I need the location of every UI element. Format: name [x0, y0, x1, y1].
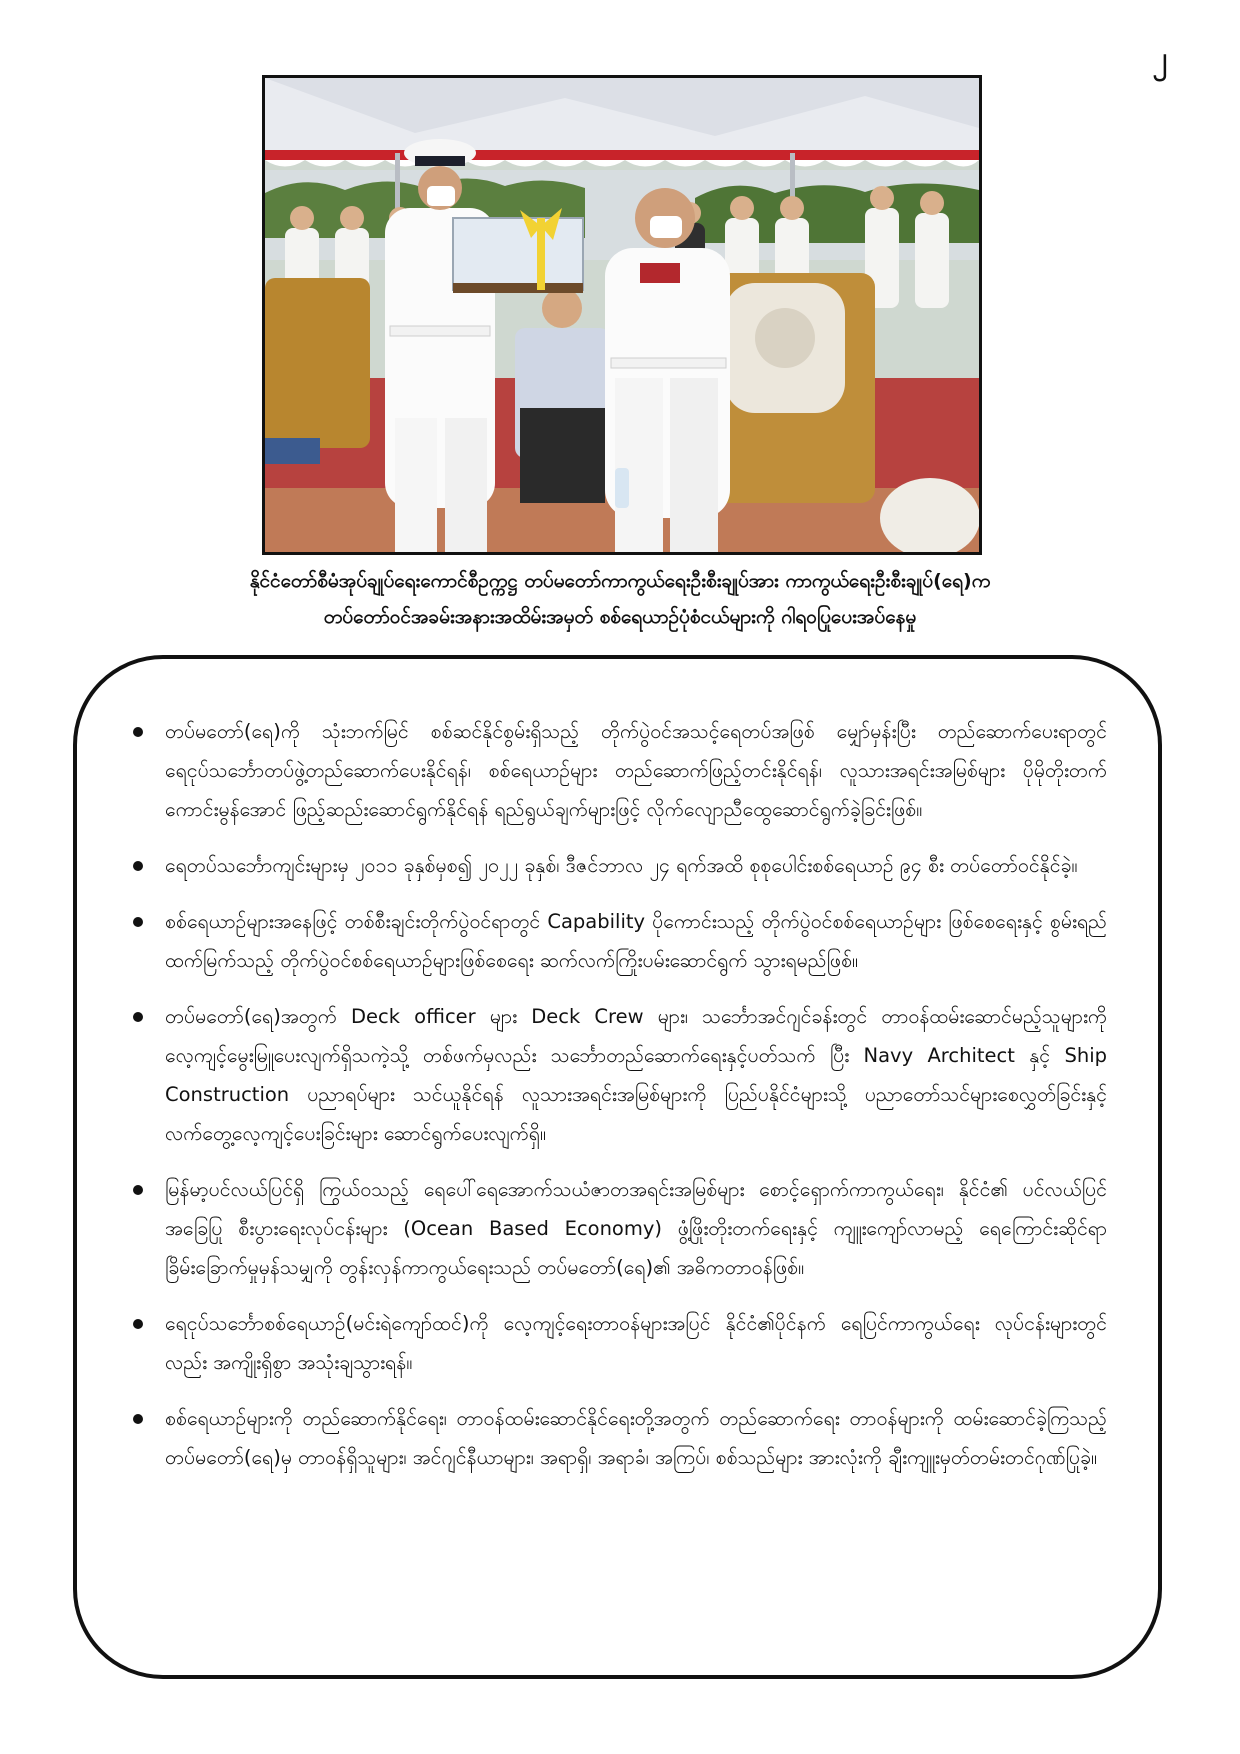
caption-line-1: နိုင်ငံတော်စီမံအုပ်ချုပ်ရေးကောင်စီဥက္ကဋ္ဌ တပ်မတော်ကာကွယ်ရေးဦးစီးချုပ်အား ကာကွယ်ရေးဦးစီးချုပ်(ရေ)က [249, 570, 991, 592]
bullet-text: ရေငုပ်သင်္ဘောစစ်ရေယာဉ်(မင်းရဲကျော်ထင်)ကို လေ့ကျင့်ရေးတာဝန်များအပြင် နိုင်ငံ၏ပိုင်နက် ရေပြင်ကာကွယ်ရေး လုပ်ငန်းများတွင်လည်း အကျိုးရှိစွာ အသုံးချသွားရန်။ [165, 1312, 1107, 1374]
bullet-icon [133, 1012, 143, 1022]
bullet-text: စစ်ရေယာဉ်များအနေဖြင့် တစ်စီးချင်းတိုက်ပွဲဝင်ရာတွင် Capability ပိုကောင်းသည့် တိုက်ပွဲဝင်စစ်ရေယာဉ်များ ဖြစ်စေရေးနှင့် စွမ်းရည်ထက်မြက်သည့် တိုက်ပွဲဝင်စစ်ရေယာဉ်များဖြစ်စေရေး ဆက်လက်ကြိုးပမ်းဆောင်ရွက် သွားရမည်ဖြစ်။ [165, 910, 1107, 972]
caption-line-2: တပ်တော်ဝင်အခမ်းအနားအထိမ်းအမှတ် စစ်ရေယာဉ်ပုံစံငယ်များကို ဂါရဝပြုပေးအပ်နေမှု [323, 606, 917, 628]
list-item [127, 1399, 1107, 1477]
bullet-icon [133, 727, 143, 737]
list-item [127, 846, 1107, 885]
page-number: ၂ [1152, 41, 1168, 76]
bullet-text: တပ်မတော်(ရေ)ကို သုံးဘက်မြင် စစ်ဆင်နိုင်စွမ်းရှိသည့် တိုက်ပွဲဝင်အသင့်ရေတပ်အဖြစ် မျှော်မှန်းပြီး တည်ဆောက်ပေးရာတွင် ရေငုပ်သင်္ဘောတပ်ဖွဲ့တည်ဆောက်ပေးနိုင်ရန်၊ စစ်ရေယာဉ်များ တည်ဆောက်ဖြည့်တင်းနိုင်ရန်၊ လူသားအရင်းအမြစ်များ ပိုမိုတိုးတက်ကောင်းမွန်အောင် ဖြည့်ဆည်းဆောင်ရွက်နိုင်ရန် ရည်ရွယ်ချက်များဖြင့် လိုက်လျောညီထွေဆောင်ရွက်ခဲ့ခြင်းဖြစ်။ [165, 720, 1107, 821]
bullet-icon [133, 1185, 143, 1195]
bullet-text: တပ်မတော်(ရေ)အတွက် Deck officer များ Deck Crew များ၊ သင်္ဘောအင်ဂျင်ခန်းတွင် တာဝန်ထမ်းဆောင်မည့်သူများကို လေ့ကျင့်မွေးမြူပေးလျက်ရှိသကဲ့သို့ တစ်ဖက်မှလည်း သင်္ဘောတည်ဆောက်ရေးနှင့်ပတ်သက် ပြီး Navy Architect နှင့် Ship Construction ပညာရပ်များ သင်ယူနိုင်ရန် လူသားအရင်းအမြစ်များကို ပြည်ပနိုင်ငံများသို့ ပညာတော်သင်များစေလွှတ်ခြင်းနှင့် လက်တွေ့လေ့ကျင့်ပေးခြင်းများ ဆောင်ရွက်ပေးလျက်ရှိ။ [165, 1005, 1107, 1145]
ceremony-photo [262, 75, 982, 555]
photo-caption [110, 563, 1130, 635]
list-item [127, 1170, 1107, 1287]
bullet-text: ရေတပ်သင်္ဘောကျင်းများမှ ၂၀၁၁ ခုနှစ်မှစ၍ ၂၀၂၂ ခုနှစ်၊ ဒီဇင်ဘာလ ၂၄ ရက်အထိ စုစုပေါင်းစစ်ရေယာဉ် ၉၄ စီး တပ်တော်ဝင်နိုင်ခဲ့။ [165, 854, 1078, 877]
list-item [127, 902, 1107, 980]
list-item [127, 997, 1107, 1153]
bullet-icon [133, 917, 143, 927]
bullet-icon [133, 1414, 143, 1424]
list-item [127, 1304, 1107, 1382]
list-item [127, 712, 1107, 829]
bullet-icon [133, 861, 143, 871]
bullet-text: မြန်မာ့ပင်လယ်ပြင်ရှိ ကြွယ်ဝသည့် ရေပေါ်ရေအောက်သယံဇာတအရင်းအမြစ်များ စောင့်ရှောက်ကာကွယ်ရေး၊ နိုင်ငံ၏ ပင်လယ်ပြင်အခြေပြု စီးပွားရေးလုပ်ငန်းများ (Ocean Based Economy) ဖွံ့ဖြိုးတိုးတက်ရေးနှင့် ကျူးကျော်လာမည့် ရေကြောင်းဆိုင်ရာ ခြိမ်းခြောက်မှုမှန်သမျှကို တွန်းလှန်ကာကွယ်ရေးသည် တပ်မတော်(ရေ)၏ အဓိကတာဝန်ဖြစ်။ [165, 1178, 1107, 1279]
bullet-list [127, 712, 1107, 1494]
bullet-icon [133, 1319, 143, 1329]
bullet-text: စစ်ရေယာဉ်များကို တည်ဆောက်နိုင်ရေး၊ တာဝန်ထမ်းဆောင်နိုင်ရေးတို့အတွက် တည်ဆောက်ရေး တာဝန်များကို ထမ်းဆောင်ခဲ့ကြသည့် တပ်မတော်(ရေ)မှ တာဝန်ရှိသူများ၊ အင်ဂျင်နီယာများ၊ အရာရှိ၊ အရာခံ၊ အကြပ်၊ စစ်သည်များ အားလုံးကို ချီးကျူးမှတ်တမ်းတင်ဂုဏ်ပြုခဲ့။ [165, 1407, 1107, 1469]
